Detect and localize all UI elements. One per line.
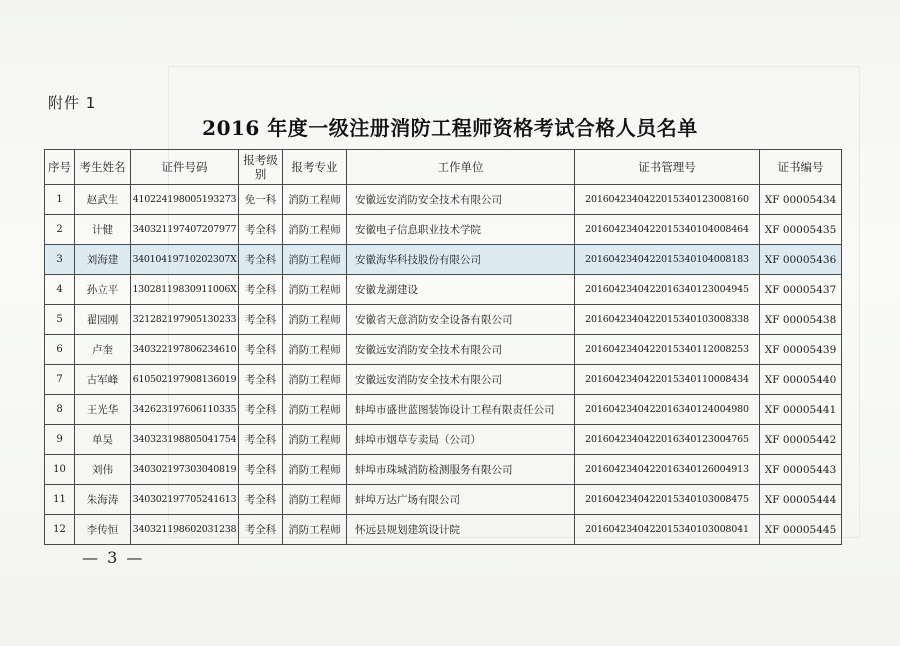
cell-cert: XF 00005436	[760, 245, 842, 275]
cell-id: 321282197905130233	[131, 305, 239, 335]
table-row	[45, 515, 842, 545]
table-row	[45, 425, 842, 455]
cell-id: 13028119830911006X	[131, 275, 239, 305]
cell-seq: 1	[45, 185, 75, 215]
cell-level: 免一科	[239, 185, 283, 215]
cell-mgmt: 2016042340422015340104008464	[575, 215, 760, 245]
cell-name: 古军峰	[75, 365, 131, 395]
cell-cert: XF 00005440	[760, 365, 842, 395]
cell-seq: 3	[45, 245, 75, 275]
table-row	[45, 455, 842, 485]
header-mgmt: 证书管理号	[575, 150, 760, 185]
cell-seq: 2	[45, 215, 75, 245]
cell-name: 李传恒	[75, 515, 131, 545]
table-row	[45, 275, 842, 305]
cell-seq: 11	[45, 485, 75, 515]
header-seq: 序号	[45, 150, 75, 185]
cell-unit: 安徽电子信息职业技术学院	[347, 215, 575, 245]
cell-name: 单昊	[75, 425, 131, 455]
table-row	[45, 305, 842, 335]
cell-cert: XF 00005442	[760, 425, 842, 455]
cell-name: 计健	[75, 215, 131, 245]
roster-table	[44, 149, 842, 545]
cell-id: 410224198005193273	[131, 185, 239, 215]
attachment-label: 附件 1	[48, 94, 97, 112]
cell-seq: 5	[45, 305, 75, 335]
cell-cert: XF 00005443	[760, 455, 842, 485]
cell-unit: 安徽省天意消防安全设备有限公司	[347, 305, 575, 335]
table-row	[45, 245, 842, 275]
cell-major: 消防工程师	[283, 305, 347, 335]
cell-major: 消防工程师	[283, 395, 347, 425]
cell-id: 610502197908136019	[131, 365, 239, 395]
cell-unit: 蚌埠万达广场有限公司	[347, 485, 575, 515]
cell-cert: XF 00005435	[760, 215, 842, 245]
cell-seq: 8	[45, 395, 75, 425]
header-major: 报考专业	[283, 150, 347, 185]
cell-unit: 蚌埠市珠城消防检测服务有限公司	[347, 455, 575, 485]
table-row	[45, 185, 842, 215]
cell-mgmt: 2016042340422016340123004945	[575, 275, 760, 305]
cell-unit: 安徽远安消防安全技术有限公司	[347, 335, 575, 365]
cell-unit: 安徽远安消防安全技术有限公司	[347, 365, 575, 395]
header-level: 报考级别	[239, 150, 283, 185]
header-cert: 证书编号	[760, 150, 842, 185]
cell-seq: 7	[45, 365, 75, 395]
cell-level: 考全科	[239, 395, 283, 425]
cell-id: 340321197407207977	[131, 215, 239, 245]
table-row	[45, 485, 842, 515]
cell-seq: 6	[45, 335, 75, 365]
cell-name: 孙立平	[75, 275, 131, 305]
cell-name: 卢奎	[75, 335, 131, 365]
table-row	[45, 395, 842, 425]
cell-major: 消防工程师	[283, 335, 347, 365]
cell-name: 王光华	[75, 395, 131, 425]
cell-major: 消防工程师	[283, 365, 347, 395]
table-row	[45, 335, 842, 365]
cell-id: 342623197606110335	[131, 395, 239, 425]
cell-mgmt: 2016042340422015340123008160	[575, 185, 760, 215]
cell-seq: 4	[45, 275, 75, 305]
cell-level: 考全科	[239, 245, 283, 275]
cell-level: 考全科	[239, 515, 283, 545]
table-row	[45, 215, 842, 245]
cell-mgmt: 2016042340422015340104008183	[575, 245, 760, 275]
header-id: 证件号码	[131, 150, 239, 185]
table-header-row	[45, 150, 842, 185]
cell-major: 消防工程师	[283, 455, 347, 485]
cell-major: 消防工程师	[283, 515, 347, 545]
cell-mgmt: 2016042340422015340110008434	[575, 365, 760, 395]
cell-cert: XF 00005438	[760, 305, 842, 335]
cell-unit: 安徽海华科技股份有限公司	[347, 245, 575, 275]
cell-id: 340323198805041754	[131, 425, 239, 455]
cell-name: 朱海涛	[75, 485, 131, 515]
cell-name: 翟园刚	[75, 305, 131, 335]
cell-cert: XF 00005444	[760, 485, 842, 515]
cell-id: 340302197303040819	[131, 455, 239, 485]
cell-level: 考全科	[239, 215, 283, 245]
cell-unit: 怀远县规划建筑设计院	[347, 515, 575, 545]
cell-major: 消防工程师	[283, 215, 347, 245]
cell-cert: XF 00005441	[760, 395, 842, 425]
cell-unit: 安徽龙湖建设	[347, 275, 575, 305]
cell-unit: 蚌埠市烟草专卖局（公司）	[347, 425, 575, 455]
cell-mgmt: 2016042340422016340124004980	[575, 395, 760, 425]
cell-level: 考全科	[239, 485, 283, 515]
cell-cert: XF 00005445	[760, 515, 842, 545]
cell-seq: 12	[45, 515, 75, 545]
cell-id: 34010419710202307X	[131, 245, 239, 275]
cell-mgmt: 2016042340422015340103008041	[575, 515, 760, 545]
page-number: — 3 —	[82, 548, 145, 567]
cell-level: 考全科	[239, 275, 283, 305]
cell-level: 考全科	[239, 455, 283, 485]
table-row	[45, 365, 842, 395]
cell-major: 消防工程师	[283, 185, 347, 215]
cell-unit: 蚌埠市盛世蓝图装饰设计工程有限责任公司	[347, 395, 575, 425]
cell-mgmt: 2016042340422015340103008338	[575, 305, 760, 335]
cell-id: 340321198602031238	[131, 515, 239, 545]
cell-level: 考全科	[239, 335, 283, 365]
cell-major: 消防工程师	[283, 425, 347, 455]
cell-mgmt: 2016042340422015340112008253	[575, 335, 760, 365]
page-title: 2016 年度一级注册消防工程师资格考试合格人员名单	[202, 116, 698, 140]
cell-unit: 安徽远安消防安全技术有限公司	[347, 185, 575, 215]
cell-seq: 10	[45, 455, 75, 485]
header-unit: 工作单位	[347, 150, 575, 185]
cell-mgmt: 2016042340422016340126004913	[575, 455, 760, 485]
cell-name: 刘伟	[75, 455, 131, 485]
cell-mgmt: 2016042340422015340103008475	[575, 485, 760, 515]
cell-cert: XF 00005439	[760, 335, 842, 365]
cell-name: 赵武生	[75, 185, 131, 215]
cell-level: 考全科	[239, 305, 283, 335]
cell-id: 340322197806234610	[131, 335, 239, 365]
header-name: 考生姓名	[75, 150, 131, 185]
cell-level: 考全科	[239, 365, 283, 395]
cell-major: 消防工程师	[283, 275, 347, 305]
cell-mgmt: 2016042340422016340123004765	[575, 425, 760, 455]
cell-seq: 9	[45, 425, 75, 455]
cell-major: 消防工程师	[283, 245, 347, 275]
cell-cert: XF 00005437	[760, 275, 842, 305]
cell-cert: XF 00005434	[760, 185, 842, 215]
cell-id: 340302197705241613	[131, 485, 239, 515]
cell-name: 刘海建	[75, 245, 131, 275]
cell-major: 消防工程师	[283, 485, 347, 515]
cell-level: 考全科	[239, 425, 283, 455]
